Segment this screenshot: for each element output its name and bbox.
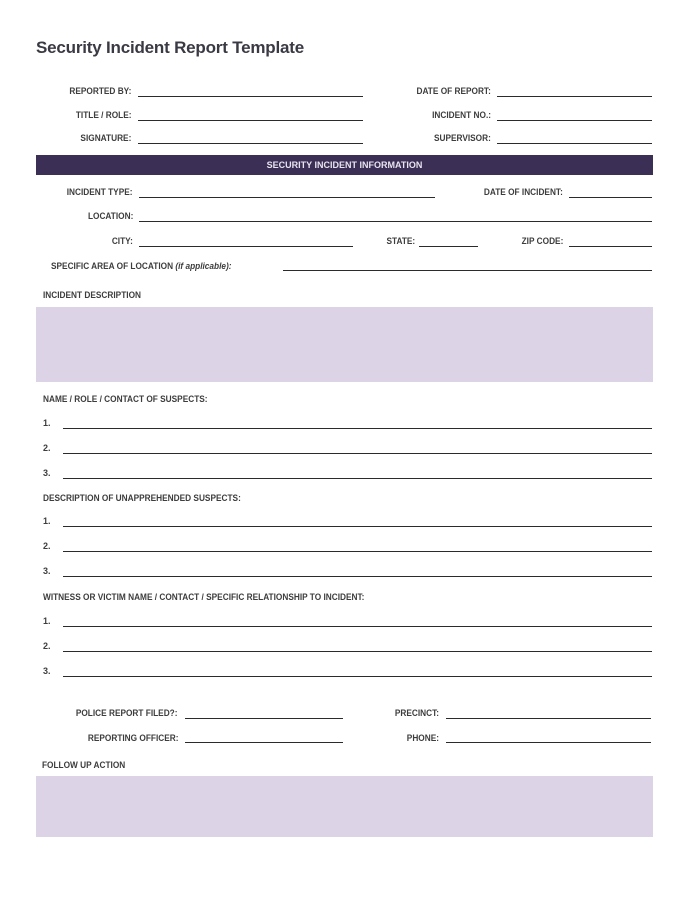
suspects-label: NAME / ROLE / CONTACT OF SUSPECTS: (43, 394, 208, 404)
date-of-incident-field[interactable] (569, 197, 652, 198)
witness-field-1[interactable] (63, 626, 652, 627)
witness-field-3[interactable] (63, 676, 652, 677)
city-field[interactable] (139, 246, 353, 247)
reported-by-field[interactable] (138, 96, 363, 97)
unapprehended-number-3: 3. (43, 566, 51, 576)
section-header-title: SECURITY INCIDENT INFORMATION (266, 160, 423, 170)
specific-area-note: (if applicable): (175, 261, 232, 271)
location-field[interactable] (139, 221, 652, 222)
witness-field-2[interactable] (63, 651, 652, 652)
incident-no-field[interactable] (497, 120, 652, 121)
signature-label: SIGNATURE: (80, 133, 131, 143)
suspect-field-3[interactable] (63, 478, 652, 479)
police-report-filed-field[interactable] (185, 718, 343, 719)
unapprehended-number-1: 1. (43, 516, 51, 526)
unapprehended-field-2[interactable] (63, 551, 652, 552)
city-label: CITY: (111, 236, 133, 246)
incident-description-label: INCIDENT DESCRIPTION (43, 290, 141, 300)
suspect-field-2[interactable] (63, 453, 652, 454)
title-role-field[interactable] (138, 120, 363, 121)
specific-area-field[interactable] (283, 270, 652, 271)
reporting-officer-label: REPORTING OFFICER: (87, 733, 178, 743)
unapprehended-label: DESCRIPTION OF UNAPPREHENDED SUSPECTS: (43, 493, 241, 503)
follow-up-label: FOLLOW UP ACTION (42, 760, 126, 770)
incident-description-box[interactable] (36, 307, 653, 382)
date-of-report-field[interactable] (497, 96, 652, 97)
suspect-number-3: 3. (43, 468, 51, 478)
incident-type-label: INCIDENT TYPE: (67, 187, 133, 197)
follow-up-box[interactable] (36, 776, 653, 837)
incident-type-field[interactable] (139, 197, 435, 198)
zip-code-label: ZIP CODE: (521, 236, 563, 246)
state-field[interactable] (419, 246, 478, 247)
reported-by-label: REPORTED BY: (69, 86, 131, 96)
specific-area-text: SPECIFIC AREA OF LOCATION (51, 261, 174, 271)
phone-field[interactable] (446, 742, 651, 743)
reporting-officer-field[interactable] (185, 742, 343, 743)
incident-no-label: INCIDENT NO.: (432, 110, 491, 120)
phone-label: PHONE: (406, 733, 439, 743)
date-of-incident-label: DATE OF INCIDENT: (484, 187, 563, 197)
suspect-number-2: 2. (43, 443, 51, 453)
police-report-filed-label: POLICE REPORT FILED?: (76, 708, 178, 718)
suspect-number-1: 1. (43, 418, 51, 428)
zip-code-field[interactable] (569, 246, 652, 247)
location-label: LOCATION: (87, 211, 133, 221)
supervisor-label: SUPERVISOR: (434, 133, 491, 143)
precinct-label: PRECINCT: (394, 708, 439, 718)
precinct-field[interactable] (446, 718, 651, 719)
witness-number-3: 3. (43, 666, 51, 676)
specific-area-label (51, 261, 232, 271)
section-header-bar (36, 155, 653, 175)
witness-number-2: 2. (43, 641, 51, 651)
witness-number-1: 1. (43, 616, 51, 626)
signature-field[interactable] (138, 143, 363, 144)
unapprehended-number-2: 2. (43, 541, 51, 551)
suspect-field-1[interactable] (63, 428, 652, 429)
title-role-label: TITLE / ROLE: (75, 110, 131, 120)
page-title: Security Incident Report Template (36, 38, 304, 57)
state-label: STATE: (386, 236, 415, 246)
witness-label: WITNESS OR VICTIM NAME / CONTACT / SPECIFIC RELATIONSHIP TO INCIDENT: (43, 592, 365, 602)
supervisor-field[interactable] (497, 143, 652, 144)
unapprehended-field-3[interactable] (63, 576, 652, 577)
unapprehended-field-1[interactable] (63, 526, 652, 527)
date-of-report-label: DATE OF REPORT: (416, 86, 491, 96)
